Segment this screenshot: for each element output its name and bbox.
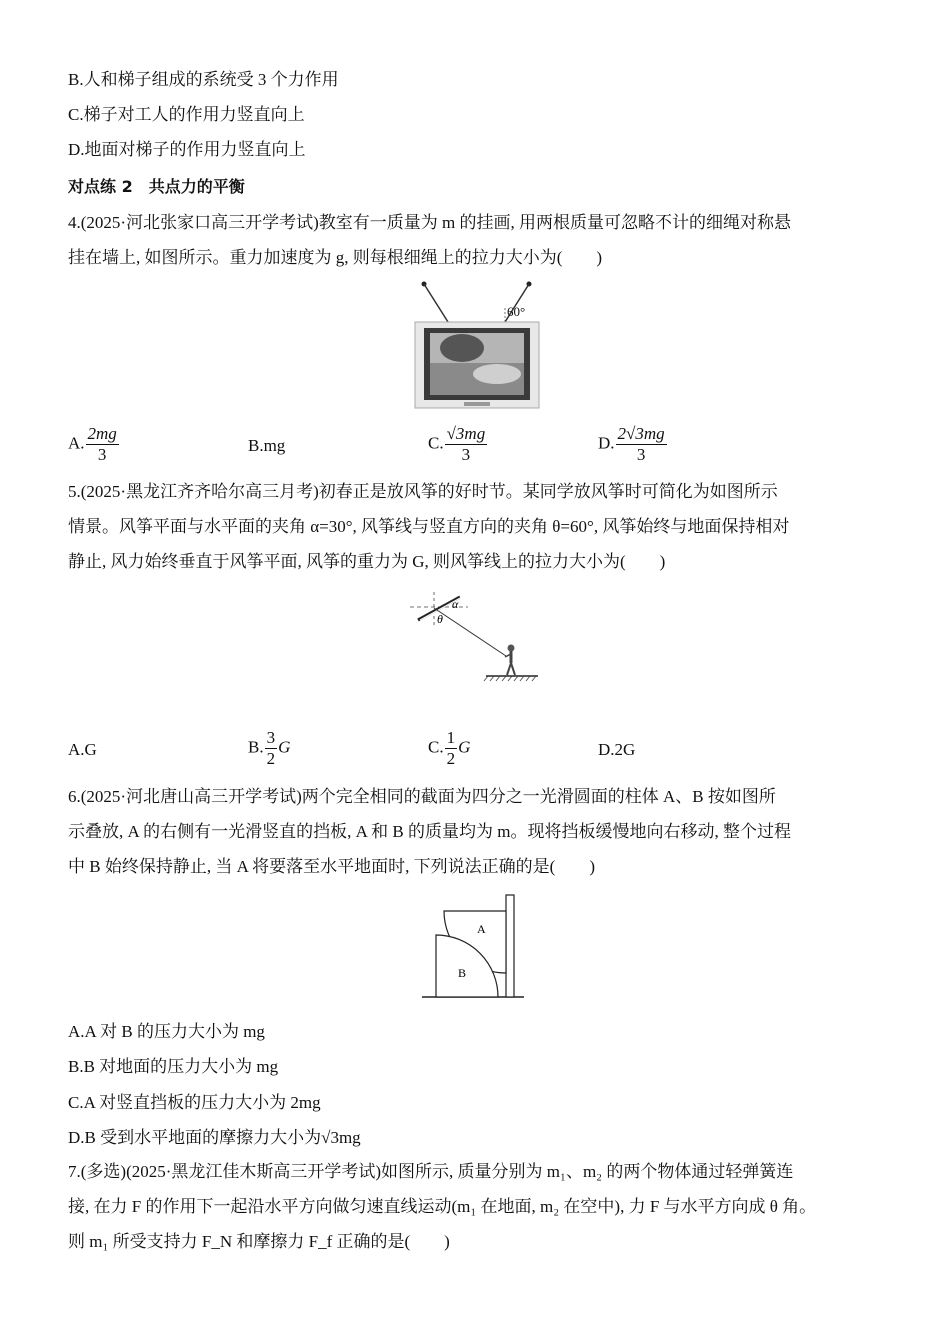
q5-option-b-prefix: B.	[248, 737, 264, 757]
q5-stem-line3: 静止, 风力始终垂直于风筝平面, 风筝的重力为 G, 则风筝线上的拉力大小为( )	[68, 552, 666, 571]
q5-option-b	[248, 728, 290, 769]
q6-option-a: A.A 对 B 的压力大小为 mg	[68, 1022, 265, 1041]
q4-option-a-den: 3	[97, 445, 107, 464]
q5-option-c	[428, 728, 470, 769]
q4-option-d-prefix: D.	[598, 433, 615, 453]
q5-option-c-suffix: G	[458, 737, 471, 757]
q4-option-c-fraction	[445, 424, 488, 465]
q6-stem-line3: 中 B 始终保持静止, 当 A 将要落至水平地面时, 下列说法正确的是( )	[68, 857, 595, 876]
q7-stem-line2: 接, 在力 F 的作用下一起沿水平方向做匀速直线运动(m₁ 在地面, m₂ 在空中), 力 F 与水平方向成 θ 角。	[68, 1197, 817, 1216]
q5-theta-label: θ	[437, 612, 443, 626]
q4-option-a	[68, 424, 120, 465]
q4-option-a-prefix: A.	[68, 433, 85, 453]
q6-option-b: B.B 对地面的压力大小为 mg	[68, 1057, 279, 1076]
q4-stem-line2: 挂在墙上, 如图所示。重力加速度为 g, 则每根细绳上的拉力大小为( )	[68, 248, 603, 267]
q5-option-c-num: 1	[446, 728, 456, 747]
q4-option-a-num: 2mg	[87, 424, 117, 443]
q5-option-b-fraction	[265, 728, 278, 769]
q5-option-c-fraction	[445, 728, 458, 769]
q4-option-c	[428, 424, 488, 465]
q6-stem-line1: 6.(2025·河北唐山高三开学考试)两个完全相同的截面为四分之一光滑圆面的柱体 A、B 按如图所	[68, 787, 776, 806]
q6-label-b: B	[458, 966, 467, 980]
q3-option-d: D.地面对梯子的作用力竖直向上	[68, 140, 306, 159]
q6-figure-stacked-quarter-cylinders	[420, 893, 532, 1005]
q5-option-b-den: 2	[266, 749, 276, 768]
q4-option-c-num: √3mg	[446, 424, 486, 443]
q3-option-b: B.人和梯子组成的系统受 3 个力作用	[68, 70, 339, 89]
q5-option-a: A.G	[68, 740, 97, 759]
q5-alpha-label: α	[452, 597, 459, 611]
q7-stem-line3: 则 m₁ 所受支持力 F_N 和摩擦力 F_f 正确的是( )	[68, 1232, 450, 1251]
q5-stem-line1: 5.(2025·黑龙江齐齐哈尔高三月考)初春正是放风筝的好时节。某同学放风筝时可简化为如图所示	[68, 482, 778, 501]
q4-option-d-den: 3	[636, 445, 646, 464]
q4-option-c-prefix: C.	[428, 433, 444, 453]
q4-option-d	[598, 424, 668, 465]
q4-option-c-den: 3	[461, 445, 471, 464]
q6-option-c: C.A 对竖直挡板的压力大小为 2mg	[68, 1093, 321, 1112]
q6-option-d: D.B 受到水平地面的摩擦力大小为√3mg	[68, 1128, 361, 1147]
q7-stem-line1: 7.(多选)(2025·黑龙江佳木斯高三开学考试)如图所示, 质量分别为 m₁、m₂ 的两个物体通过轻弹簧连	[68, 1162, 794, 1181]
q6-label-a: A	[477, 922, 486, 936]
q4-option-d-fraction	[616, 424, 667, 465]
q6-stem-line2: 示叠放, A 的右侧有一光滑竖直的挡板, A 和 B 的质量均为 m。现将挡板缓慢地向右移动, 整个过程	[68, 822, 791, 841]
q4-stem-line1: 4.(2025·河北张家口高三开学考试)教室有一质量为 m 的挂画, 用两根质量可忽略不计的细绳对称悬	[68, 213, 791, 232]
q4-option-a-fraction	[86, 424, 119, 465]
q4-option-d-num: 2√3mg	[617, 424, 665, 443]
q5-figure-kite	[408, 590, 548, 685]
q3-option-c: C.梯子对工人的作用力竖直向上	[68, 105, 305, 124]
q5-option-c-prefix: C.	[428, 737, 444, 757]
section-title: 对点练 2 共点力的平衡	[68, 177, 245, 196]
q5-option-b-num: 3	[266, 728, 276, 747]
q4-angle-label: 60°	[507, 304, 526, 319]
q4-option-b: B.mg	[248, 436, 286, 455]
q5-option-c-den: 2	[446, 749, 456, 768]
q5-option-d: D.2G	[598, 740, 636, 759]
q5-stem-line2: 情景。风筝平面与水平面的夹角 α=30°, 风筝线与竖直方向的夹角 θ=60°, 风筝始终与地面保持相对	[68, 517, 790, 536]
q4-figure-hanging-picture	[412, 278, 542, 413]
q5-option-b-suffix: G	[278, 737, 291, 757]
